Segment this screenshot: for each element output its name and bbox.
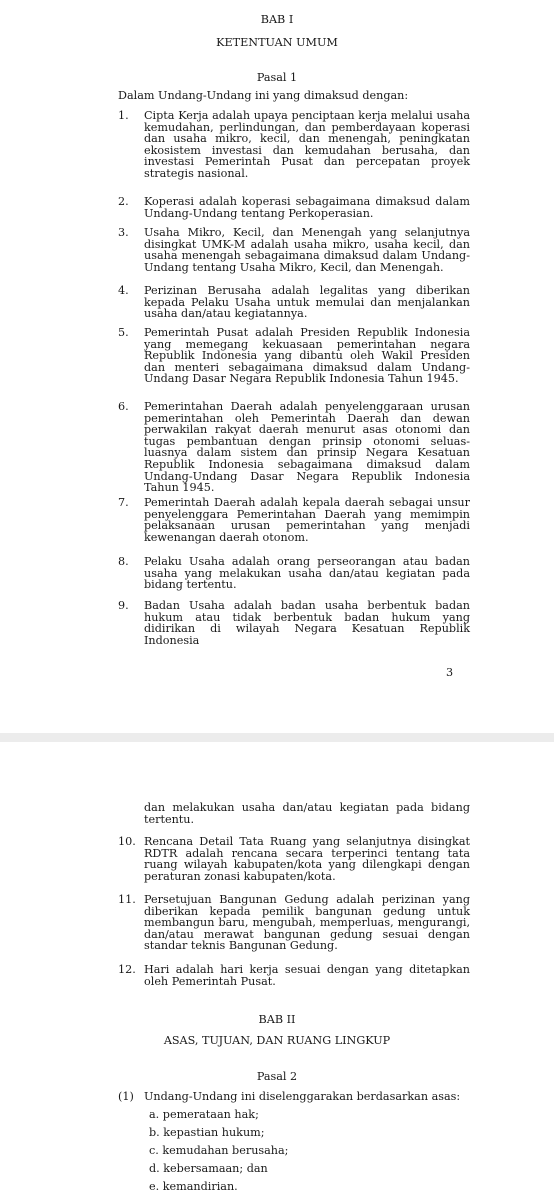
item-number: 10.	[118, 835, 136, 848]
list-item	[118, 599, 470, 647]
list-item	[118, 196, 470, 220]
list-item	[118, 327, 470, 389]
clause-text: Undang-Undang ini diselenggarakan berdasarkan asas:	[144, 1090, 461, 1103]
item-text: Pemerintah Daerah adalah kepala daerah sebagai unsur penyelenggara Pemerintahan Daerah yang memimpin pelaksanaan urusan pemerintahan yang menjadi kewenangan daerah otonom.	[144, 496, 470, 544]
item-number: 12.	[118, 963, 136, 976]
principle-item: d. kebersamaan; dan	[149, 1162, 268, 1175]
page-separator	[0, 733, 554, 742]
item-text: Perizinan Berusaha adalah legalitas yang diberikan kepada Pelaku Usaha untuk memulai dan menjalankan usaha dan/atau kegiatannya.	[144, 284, 470, 321]
list-item	[118, 227, 470, 277]
clause	[118, 1090, 470, 1104]
item-number: 9.	[118, 599, 129, 612]
item-number: 5.	[118, 326, 129, 339]
chapter-heading: BAB II	[258, 1013, 296, 1026]
chapter-heading: BAB I	[260, 13, 294, 26]
item-text: dan melakukan usaha dan/atau kegiatan pada bidang tertentu.	[144, 801, 470, 826]
item-number: 2.	[118, 195, 129, 208]
list-item	[118, 497, 470, 547]
item-number: 6.	[118, 400, 129, 413]
item-number: 1.	[118, 109, 129, 122]
item-number: 3.	[118, 226, 129, 239]
page-number: 3	[446, 666, 454, 679]
document-page-4	[0, 742, 554, 1200]
item-text: Rencana Detail Tata Ruang yang selanjutnya disingkat RDTR adalah rencana secara terperinci tentang tata ruang wilayah kabupaten/kota yang dilengkapi dengan peraturan zonasi kabupaten/kota.	[144, 835, 470, 883]
list-item-continuation	[118, 802, 470, 826]
chapter-title: KETENTUAN UMUM	[216, 36, 338, 49]
item-text: Cipta Kerja adalah upaya penciptaan kerja melalui usaha kemudahan, perlindungan, dan pemberdayaan koperasi dan usaha mikro, kecil, dan menengah, peningkatan ekosistem investasi dan kemudahan berusaha, dan investasi Pemerintah Pusat dan percepatan proyek strategis nasional.	[144, 109, 470, 180]
item-text: Persetujuan Bangunan Gedung adalah perizinan yang diberikan kepada pemilik bangunan gedung untuk membangun baru, mengubah, memperluas, mengurangi, dan/atau merawat bangunan gedung sesuai dengan standar teknis Bangunan Gedung.	[144, 893, 470, 953]
clause-label: (1)	[118, 1090, 134, 1103]
principle-item: e. kemandirian.	[149, 1180, 238, 1193]
principle-item: a. pemerataan hak;	[149, 1108, 259, 1121]
principle-item: c. kemudahan berusaha;	[149, 1144, 289, 1157]
list-item	[118, 556, 470, 592]
list-item	[118, 964, 470, 988]
article-heading: Pasal 1	[256, 71, 298, 84]
chapter-title: ASAS, TUJUAN, DAN RUANG LINGKUP	[163, 1034, 391, 1047]
list-item	[118, 836, 470, 884]
item-number: 7.	[118, 496, 129, 509]
item-text: Hari adalah hari kerja sesuai dengan yang ditetapkan oleh Pemerintah Pusat.	[144, 963, 470, 988]
article-heading: Pasal 2	[256, 1070, 298, 1083]
item-number: 8.	[118, 555, 129, 568]
item-text: Pelaku Usaha adalah orang perseorangan atau badan usaha yang melakukan usaha dan/atau kegiatan pada bidang tertentu.	[144, 555, 470, 592]
item-text: Pemerintahan Daerah adalah penyelenggaraan urusan pemerintahan oleh Pemerintah Daerah dan dewan perwakilan rakyat daerah menurut asas otonomi dan tugas pembantuan dengan prinsip otonomi seluas-luasnya dalam sistem dan prinsip Negara Kesatuan Republik Indonesia sebagaimana dimaksud dalam Undang-Undang Dasar Negara Republik Indonesia Tahun 1945.	[144, 400, 470, 495]
intro-text: Dalam Undang-Undang ini yang dimaksud dengan:	[118, 89, 409, 102]
principle-item: b. kepastian hukum;	[149, 1126, 265, 1139]
item-number: 4.	[118, 284, 129, 297]
item-text: Koperasi adalah koperasi sebagaimana dimaksud dalam Undang-Undang tentang Perkoperasian.	[144, 195, 470, 220]
item-text: Usaha Mikro, Kecil, dan Menengah yang selanjutnya disingkat UMK-M adalah usaha mikro, usaha kecil, dan usaha menengah sebagaimana dimaksud dalam Undang-Undang tentang Usaha Mikro, Kecil, dan Menengah.	[144, 226, 470, 274]
list-item	[118, 110, 470, 190]
item-text: Pemerintah Pusat adalah Presiden Republik Indonesia yang memegang kekuasaan pemerintahan negara Republik Indonesia yang dibantu oleh Wakil Presiden dan menteri sebagaimana dimaksud dalam Undang-Undang Dasar Negara Republik Indonesia Tahun 1945.	[144, 326, 470, 386]
list-item	[118, 285, 470, 321]
list-item	[118, 894, 470, 956]
item-number: 11.	[118, 893, 136, 906]
item-text: Badan Usaha adalah badan usaha berbentuk badan hukum atau tidak berbentuk badan hukum yang didirikan di wilayah Negara Kesatuan Republik Indonesia	[144, 599, 470, 647]
list-item	[118, 400, 470, 495]
